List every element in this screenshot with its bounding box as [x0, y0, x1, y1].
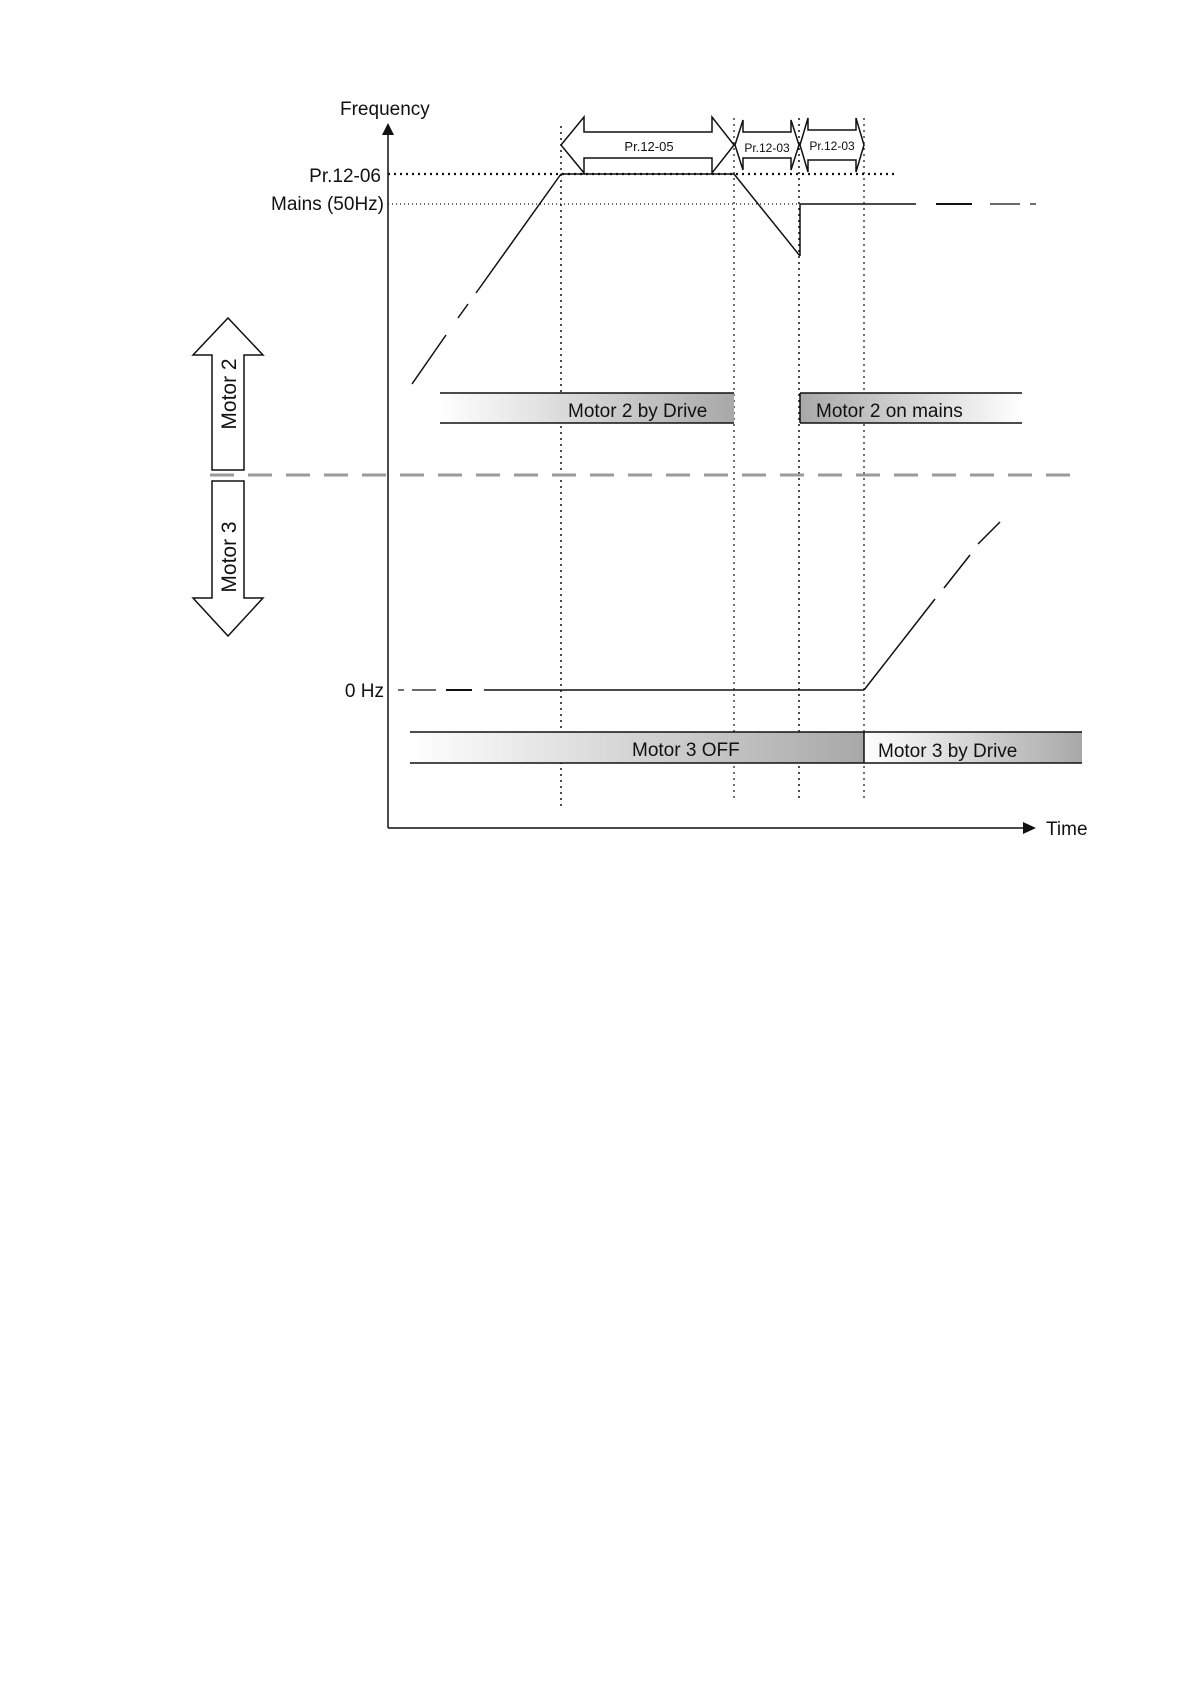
bar-motor3-by-drive — [864, 732, 1082, 763]
bar-motor2-by-drive — [440, 393, 734, 423]
motor3-section-label: Motor 3 — [218, 521, 241, 593]
bar-motor3-off-label: Motor 3 OFF — [632, 740, 740, 761]
y-axis-label: Frequency — [340, 99, 430, 120]
motor3-frequency-curve — [398, 522, 1000, 690]
interval-pr1203-second — [800, 118, 864, 172]
motor3-section-arrow — [193, 481, 263, 636]
bar-motor2-by-drive-label: Motor 2 by Drive — [568, 401, 708, 422]
motor2-section-label: Motor 2 — [218, 358, 241, 430]
interval-pr1205 — [561, 117, 734, 173]
x-axis-label: Time — [1046, 819, 1088, 840]
interval-pr1203-second-label: Pr.12-03 — [809, 139, 855, 153]
interval-pr1205-label: Pr.12-05 — [624, 139, 674, 154]
bar-motor3-off — [410, 732, 864, 763]
x-axis-arrow — [1023, 822, 1036, 834]
motor2-section-arrow — [193, 318, 263, 470]
motor2-frequency-curve — [412, 174, 1036, 384]
interval-pr1203-first-label: Pr.12-03 — [744, 141, 790, 155]
interval-pr1203-first — [735, 120, 799, 170]
y-axis-arrow — [382, 123, 394, 135]
bar-motor3-by-drive-label: Motor 3 by Drive — [878, 741, 1018, 762]
tick-mains: Mains (50Hz) — [271, 194, 384, 215]
bar-motor2-on-mains — [800, 393, 1022, 423]
tick-pr1206: Pr.12-06 — [309, 166, 381, 187]
bar-motor2-on-mains-label: Motor 2 on mains — [816, 401, 963, 422]
tick-0hz: 0 Hz — [344, 681, 384, 702]
